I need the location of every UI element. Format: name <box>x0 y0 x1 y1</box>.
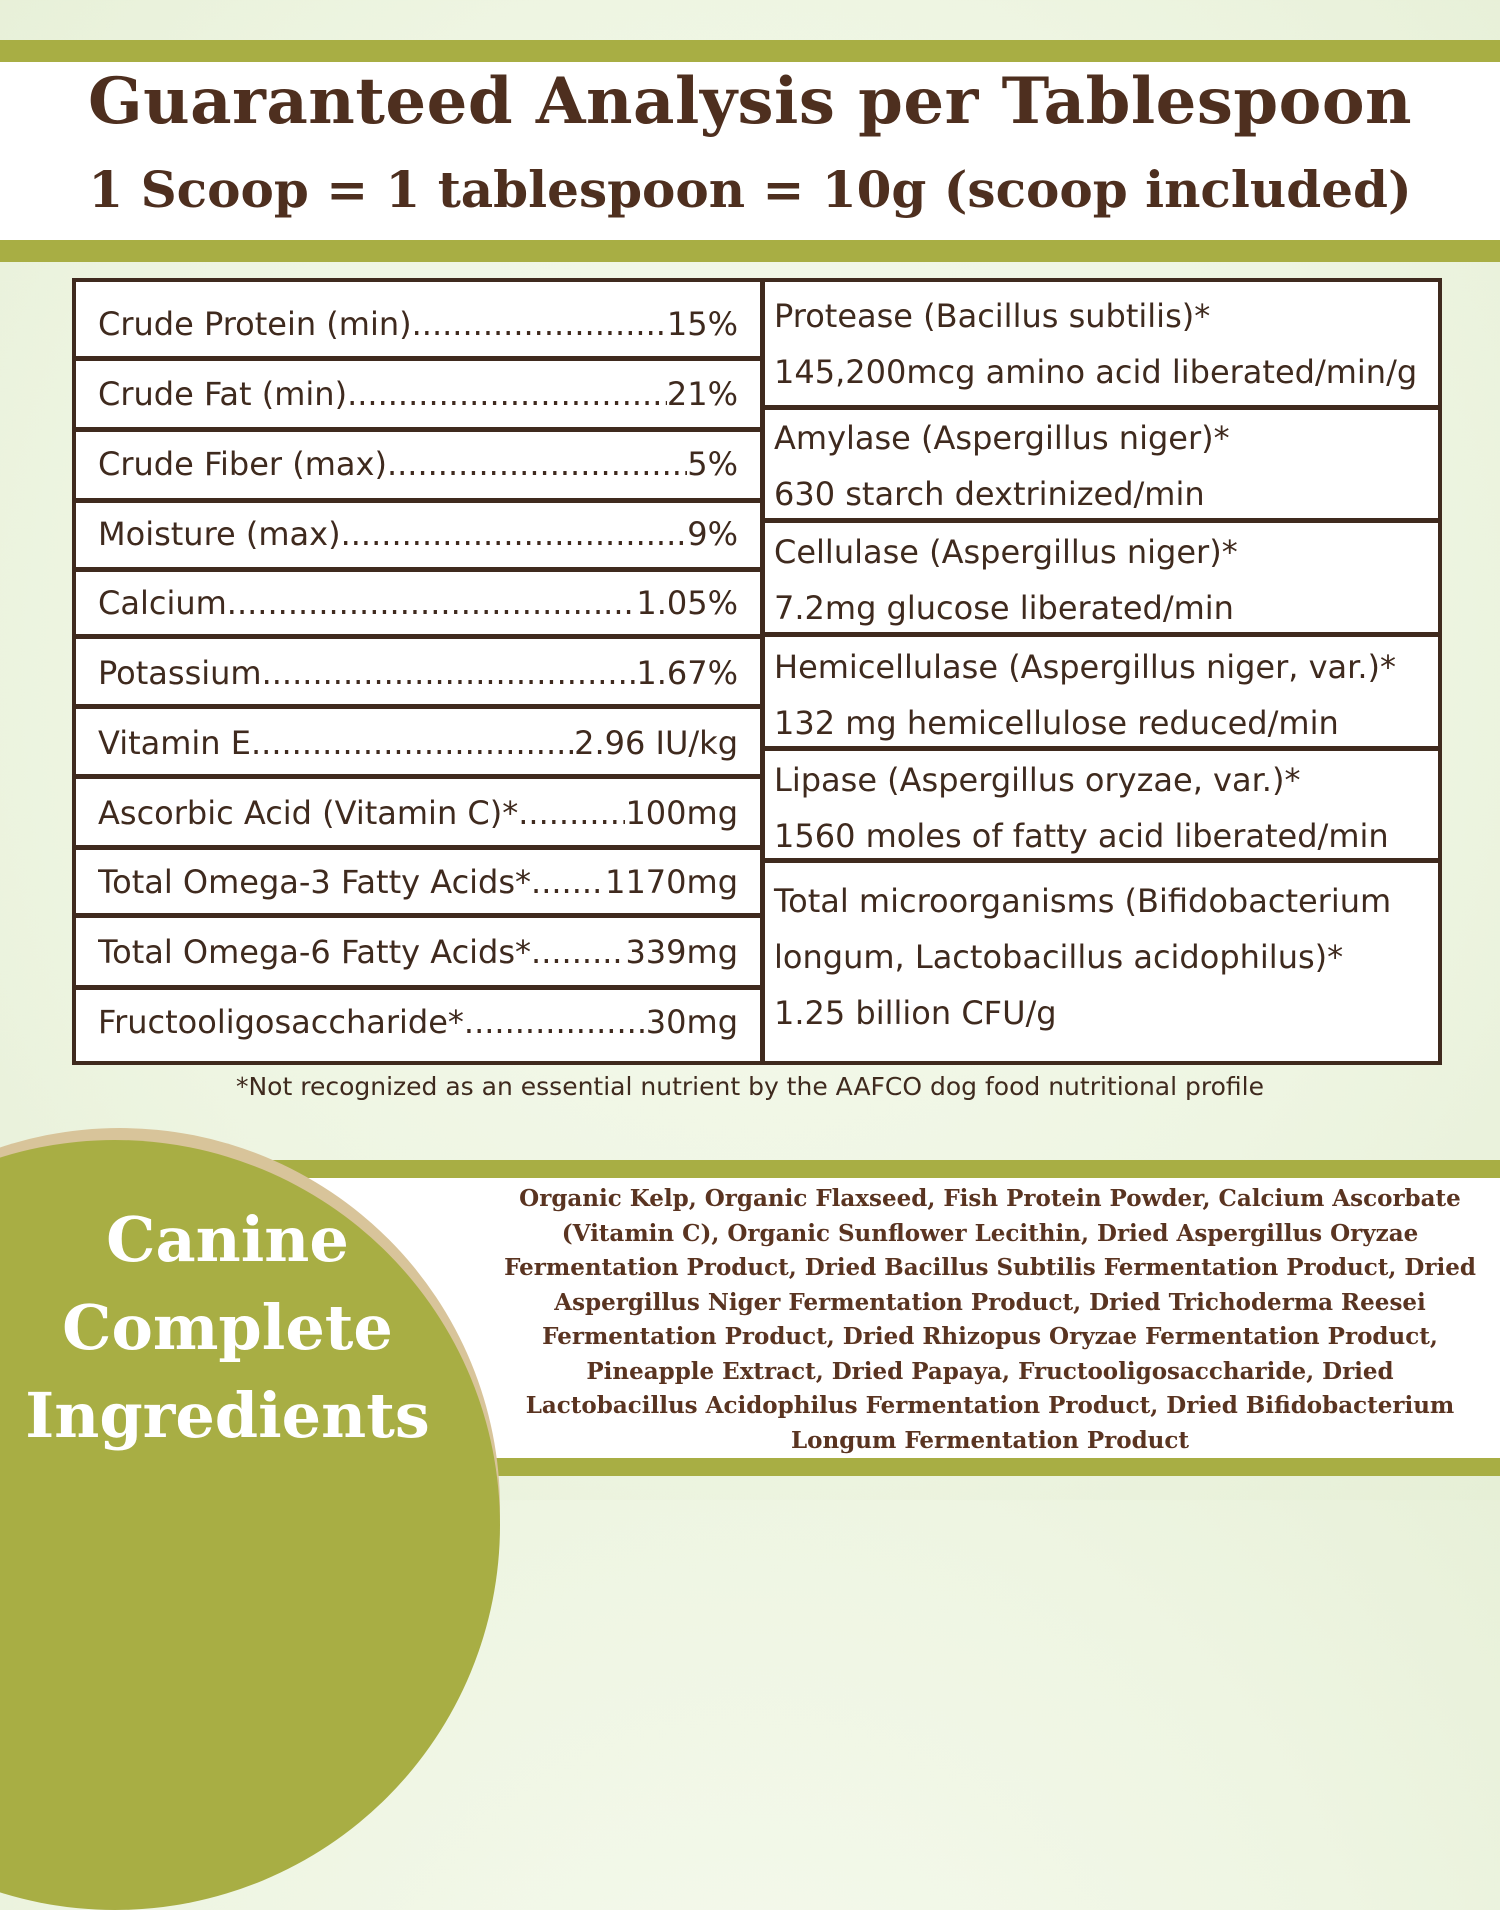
ingredients-line: Fermentation Product, Dried Bacillus Subtilis Fermentation Product, Dried <box>504 1254 1476 1281</box>
page-title: Guaranteed Analysis per Tablespoon <box>87 64 1413 139</box>
analysis-row-vitamin-e <box>98 723 738 763</box>
microorganisms-cell <box>774 873 1434 1041</box>
analysis-value: 1.05% <box>636 584 738 622</box>
analysis-value: 2.96 IU/kg <box>574 724 738 762</box>
analysis-label: Crude Protein (min) <box>98 305 412 343</box>
ingredients-line: Fermentation Product, Dried Rhizopus Oryzae Fermentation Product, <box>542 1323 1438 1350</box>
analysis-label: Vitamin E <box>98 724 251 762</box>
table-column-divider <box>760 280 765 1063</box>
analysis-value: 100mg <box>625 794 738 832</box>
microorganisms-line: longum, Lactobacillus acidophilus)* <box>774 938 1344 976</box>
enzyme-cell-cellulase <box>774 524 1434 636</box>
brand-line: Canine <box>106 1203 349 1276</box>
enzyme-name: Hemicellulase (Aspergillus niger, var.)* <box>774 648 1397 686</box>
enzyme-name: Cellulase (Aspergillus niger)* <box>774 533 1238 571</box>
ingredients-line: Aspergillus Niger Fermentation Product, Dried Trichoderma Reesei <box>554 1288 1426 1316</box>
ingredients-line: Lactobacillus Acidophilus Fermentation Product, Dried Bifidobacterium <box>525 1392 1455 1419</box>
analysis-row-crude-fiber <box>98 444 738 484</box>
analysis-row-ascorbic-acid <box>98 793 738 833</box>
enzyme-name: Protease (Bacillus subtilis)* <box>774 297 1211 335</box>
analysis-label: Potassium <box>98 654 262 692</box>
analysis-value: 21% <box>666 375 738 413</box>
ingredients-line: Pineapple Extract, Dried Papaya, Fructooligosaccharide, Dried <box>586 1357 1394 1385</box>
enzyme-name: Amylase (Aspergillus niger)* <box>774 419 1230 457</box>
analysis-row-fructooligosaccharide <box>98 1002 738 1042</box>
ingredients-line: Organic Kelp, Organic Flaxseed, Fish Protein Powder, Calcium Ascorbate <box>519 1185 1461 1212</box>
analysis-value: 5% <box>687 445 738 483</box>
enzyme-activity: 1560 moles of fatty acid liberated/min <box>774 817 1389 855</box>
analysis-label: Total Omega-3 Fatty Acids* <box>98 863 532 901</box>
left-row-divider <box>74 567 762 572</box>
analysis-value: 1.67% <box>636 654 738 692</box>
brand-line: Complete <box>62 1291 393 1364</box>
header-bottom-band <box>0 240 1500 262</box>
brand-title <box>0 1196 455 1460</box>
enzyme-activity: 132 mg hemicellulose reduced/min <box>774 704 1339 742</box>
analysis-row-crude-fat <box>98 374 738 414</box>
top-accent-band <box>0 40 1500 62</box>
left-row-divider <box>74 774 762 779</box>
left-row-divider <box>74 356 762 361</box>
enzyme-activity: 7.2mg glucose liberated/min <box>774 589 1234 627</box>
analysis-row-crude-protein <box>98 304 738 344</box>
ingredients-line: (Vitamin C), Organic Sunflower Lecithin, Dried Aspergillus Oryzae <box>561 1219 1419 1247</box>
enzyme-name: Lipase (Aspergillus oryzae, var.)* <box>774 761 1301 799</box>
ingredients-list <box>488 1182 1492 1458</box>
page-subtitle: 1 Scoop = 1 tablespoon = 10g (scoop included) <box>88 160 1412 219</box>
left-row-divider <box>74 985 762 990</box>
brand-line: Ingredients <box>25 1379 430 1452</box>
analysis-row-omega-3 <box>98 862 738 902</box>
analysis-row-potassium <box>98 653 738 693</box>
enzyme-cell-hemicellulase <box>774 639 1434 751</box>
footnote: *Not recognized as an essential nutrient by the AAFCO dog food nutritional profile <box>235 1072 1264 1101</box>
analysis-value: 9% <box>687 515 738 553</box>
ingredients-line: Longum Fermentation Product <box>790 1426 1190 1454</box>
enzyme-cell-amylase <box>774 410 1434 522</box>
analysis-label: Crude Fat (min) <box>98 375 348 413</box>
analysis-value: 1170mg <box>605 863 738 901</box>
enzyme-activity: 145,200mcg amino acid liberated/min/g <box>774 353 1418 391</box>
analysis-value: 15% <box>666 305 738 343</box>
analysis-label: Total Omega-6 Fatty Acids* <box>98 933 532 971</box>
analysis-row-calcium <box>98 583 738 623</box>
left-row-divider <box>74 498 762 503</box>
analysis-value: 339mg <box>625 933 738 971</box>
analysis-label: Crude Fiber (max) <box>98 445 387 483</box>
enzyme-activity: 630 starch dextrinized/min <box>774 475 1205 513</box>
analysis-row-omega-6 <box>98 932 738 972</box>
analysis-label: Fructooligosaccharide* <box>98 1003 464 1041</box>
microorganisms-count: 1.25 billion CFU/g <box>774 994 1057 1032</box>
left-row-divider <box>74 427 762 432</box>
analysis-row-moisture <box>98 514 738 554</box>
enzyme-cell-lipase <box>774 752 1434 864</box>
left-row-divider <box>74 845 762 850</box>
enzyme-cell-protease <box>774 288 1434 400</box>
analysis-label: Calcium <box>98 584 227 622</box>
analysis-label: Moisture (max) <box>98 515 341 553</box>
left-row-divider <box>74 913 762 918</box>
left-row-divider <box>74 634 762 639</box>
analysis-value: 30mg <box>645 1003 738 1041</box>
microorganisms-line: Total microorganisms (Bifidobacterium <box>774 882 1392 920</box>
left-row-divider <box>74 704 762 709</box>
analysis-label: Ascorbic Acid (Vitamin C)* <box>98 794 519 832</box>
